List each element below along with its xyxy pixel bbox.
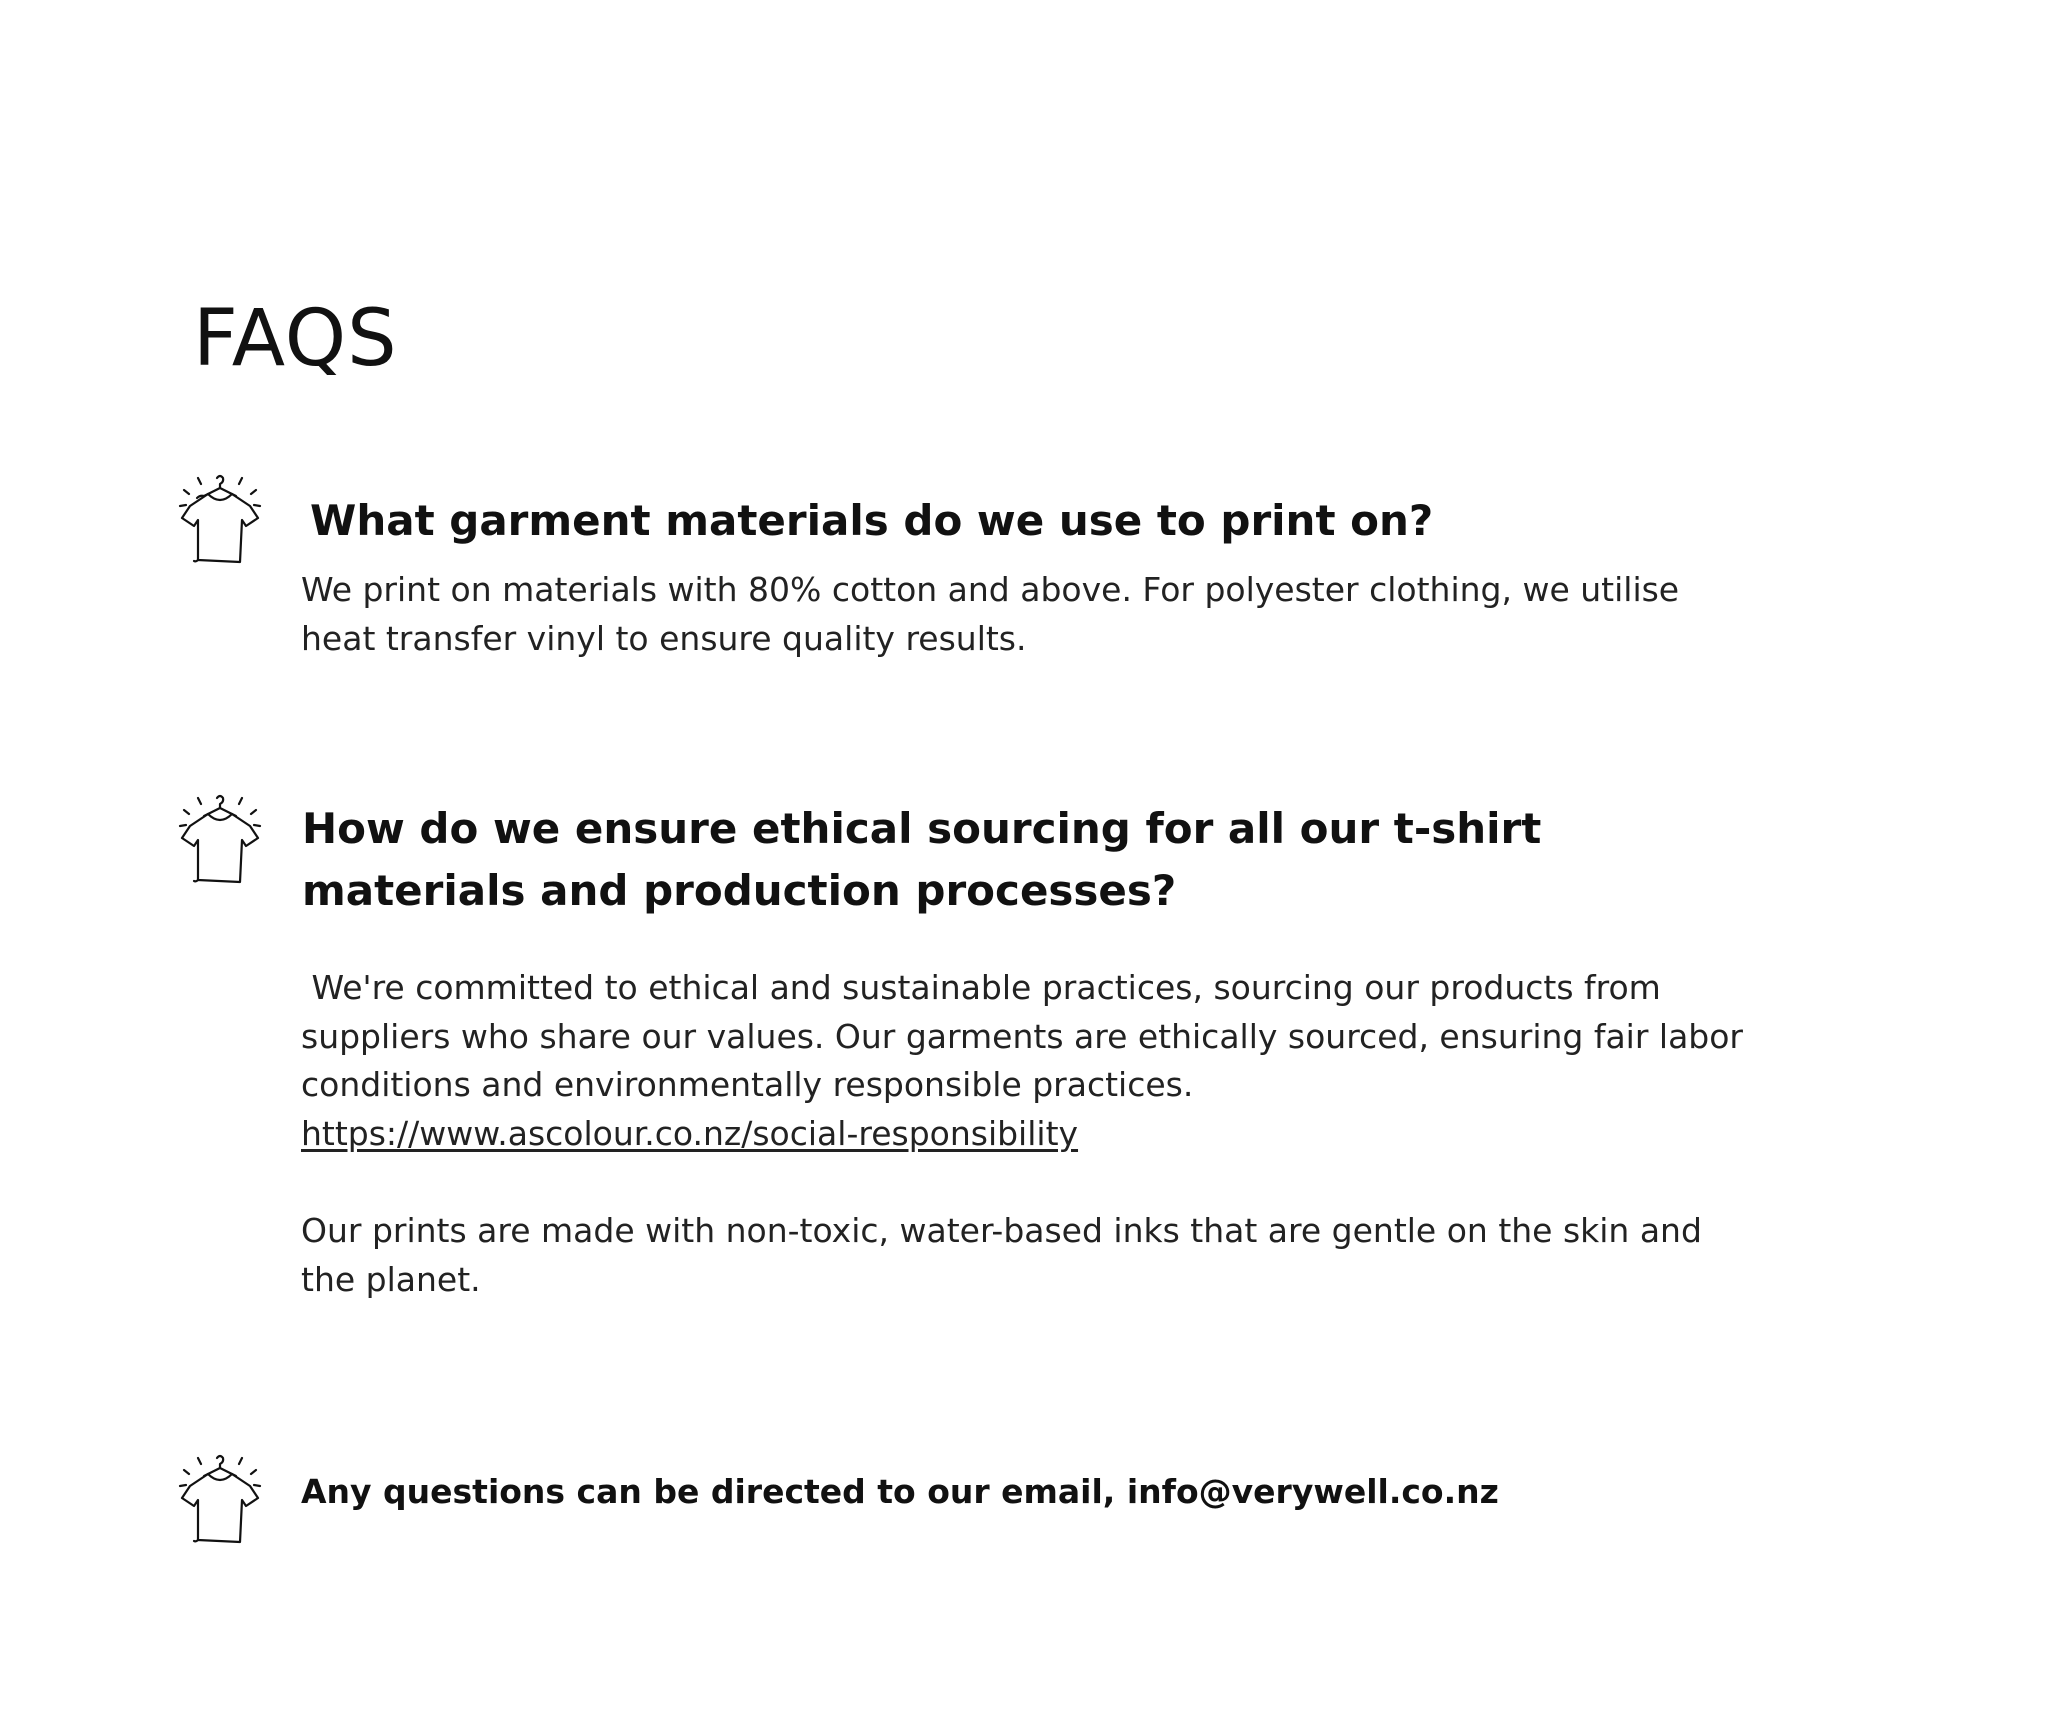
tshirt-hanger-icon	[170, 1450, 270, 1550]
faq-answer-2-text: We're committed to ethical and sustainable practices, sourcing our products from suppliers who share our values. Our garments are ethically sourced, ensuring fair labor conditions and environmentally responsible practices.	[301, 968, 1743, 1104]
faq-question-2: How do we ensure ethical sourcing for all our t-shirt materials and production processes?	[302, 804, 1542, 915]
contact-text: Any questions can be directed to our email, info@verywell.co.nz	[301, 1472, 1499, 1511]
faq-answer-2	[301, 964, 1751, 1110]
faq-answer-2-extra: Our prints are made with non-toxic, water-based inks that are gentle on the skin and the planet.	[301, 1211, 1702, 1299]
faq-answer-1: We print on materials with 80% cotton and above. For polyester clothing, we utilise heat transfer vinyl to ensure quality results.	[301, 570, 1680, 658]
tshirt-hanger-icon	[170, 790, 270, 890]
tshirt-hanger-icon	[170, 470, 270, 570]
social-responsibility-link[interactable]: https://www.ascolour.co.nz/social-responsibility	[301, 1114, 1079, 1153]
faq-question-1: What garment materials do we use to print on?	[310, 496, 1434, 545]
page-title: FAQS	[193, 294, 398, 384]
